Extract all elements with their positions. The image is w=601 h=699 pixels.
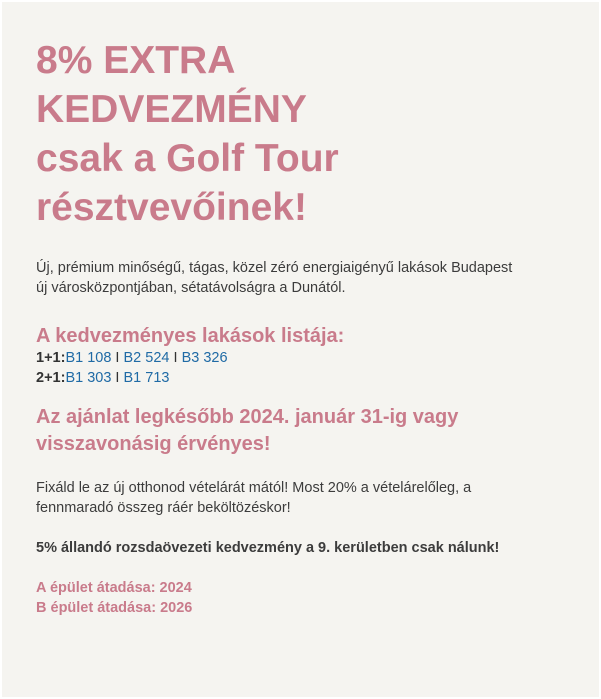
offer-validity-heading bbox=[36, 404, 576, 458]
unit-link-b3-326[interactable]: B3 326 bbox=[181, 350, 228, 366]
headline-line-2: KEDVEZMÉNY bbox=[36, 88, 307, 131]
handover-building-a: A épület átadása: 2024 bbox=[36, 580, 192, 596]
email-content bbox=[36, 36, 576, 618]
offer-line-2: visszavonásig érvényes! bbox=[36, 433, 271, 455]
intro-line-1: Új, prémium minőségű, tágas, közel zéró energiaigényű lakások Budapest bbox=[36, 260, 513, 276]
unit-row-1plus1 bbox=[36, 348, 576, 368]
headline bbox=[36, 36, 576, 232]
unit-separator: I bbox=[169, 350, 182, 366]
district-discount-text: 5% állandó rozsdaövezeti kedvezmény a 9. kerületben csak nálunk! bbox=[36, 540, 500, 556]
handover-building-b: B épület átadása: 2026 bbox=[36, 600, 193, 616]
offer-line-1: Az ajánlat legkésőbb 2024. január 31-ig vagy bbox=[36, 406, 459, 428]
handover-dates bbox=[36, 578, 576, 618]
intro-paragraph bbox=[36, 258, 576, 298]
intro-line-2: új városközpontjában, sétatávolságra a Dunától. bbox=[36, 280, 346, 296]
unit-link-b1-108[interactable]: B1 108 bbox=[65, 350, 112, 366]
discount-unit-list bbox=[36, 348, 576, 388]
headline-line-3: csak a Golf Tour bbox=[36, 137, 339, 180]
unit-link-b1-713[interactable]: B1 713 bbox=[123, 370, 170, 386]
unit-type-label: 1+1: bbox=[36, 350, 66, 366]
headline-line-1: 8% EXTRA bbox=[36, 39, 236, 82]
headline-line-4: résztvevőinek! bbox=[36, 186, 307, 229]
unit-separator: I bbox=[111, 350, 124, 366]
unit-row-2plus1 bbox=[36, 368, 576, 388]
unit-separator: I bbox=[111, 370, 124, 386]
unit-link-b1-303[interactable]: B1 303 bbox=[65, 370, 112, 386]
unit-type-label: 2+1: bbox=[36, 370, 66, 386]
unit-link-b2-524[interactable]: B2 524 bbox=[123, 350, 170, 366]
payment-paragraph bbox=[36, 478, 576, 518]
discount-list-title: A kedvezményes lakások listája: bbox=[36, 325, 345, 347]
payment-line-1: Fixáld le az új otthonod vételárát mától! Most 20% a vételárelőleg, a bbox=[36, 480, 472, 496]
email-panel bbox=[2, 2, 599, 697]
payment-line-2: fennmaradó összeg ráér beköltözéskor! bbox=[36, 500, 291, 516]
